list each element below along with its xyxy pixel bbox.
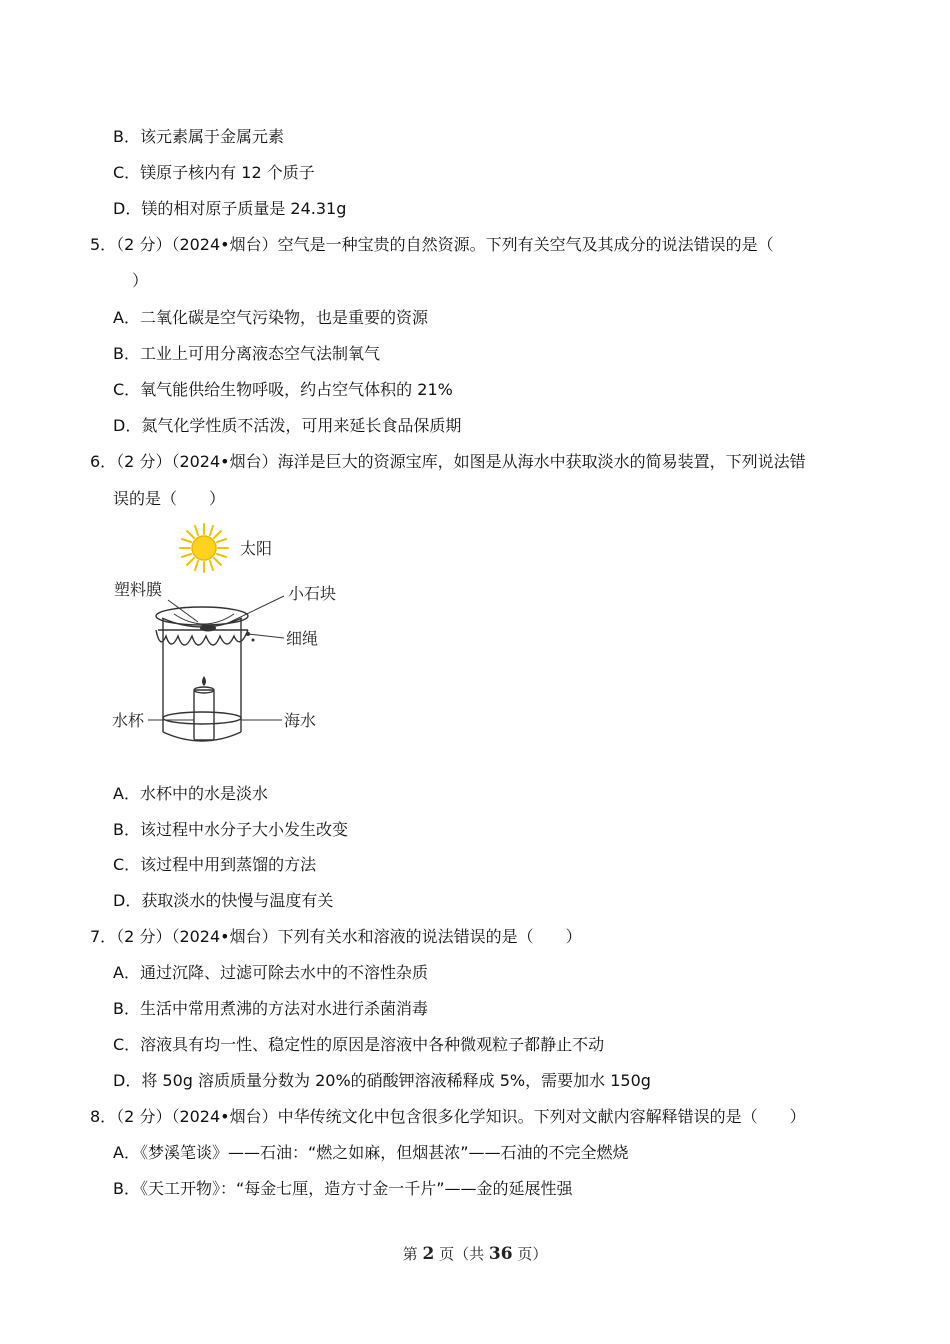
q6-option-a: A．水杯中的水是淡水: [113, 784, 268, 803]
q4-option-c: C．镁原子核内有 12 个质子: [113, 163, 315, 182]
desalination-figure: [108, 518, 348, 758]
q6-stem: 6．（2 分）（2024•烟台）海洋是巨大的资源宝库，如图是从海水中获取淡水的简易装置，下列说法错: [90, 452, 806, 471]
q6-option-c: C．该过程中用到蒸馏的方法: [113, 855, 317, 874]
q5-option-b: B．工业上可用分离液态空气法制氧气: [113, 344, 380, 363]
q8-stem: 8．（2 分）（2024•烟台）中华传统文化中包含很多化学知识。下列对文献内容解释错误的是（ ）: [90, 1107, 806, 1126]
footer-total-pages: 36: [488, 1244, 513, 1264]
footer-page-number: 2: [422, 1244, 435, 1264]
q5-stem-cont: ）: [132, 271, 149, 290]
q5-option-a: A．二氧化碳是空气污染物，也是重要的资源: [113, 308, 428, 327]
q6-option-b: B．该过程中水分子大小发生改变: [113, 820, 348, 839]
label-sun: 太阳: [240, 539, 273, 558]
q5-stem: 5．（2 分）（2024•烟台）空气是一种宝贵的自然资源。下列有关空气及其成分的说法错误的是（: [90, 235, 774, 254]
footer-prefix: 第: [402, 1245, 418, 1263]
q7-option-c: C．溶液具有均一性、稳定性的原因是溶液中各种微观粒子都静止不动: [113, 1035, 605, 1054]
q5-option-c: C．氧气能供给生物呼吸，约占空气体积的 21%: [113, 380, 453, 399]
q7-option-d: D．将 50g 溶质质量分数为 20%的硝酸钾溶液稀释成 5%，需要加水 150g: [113, 1071, 651, 1090]
q4-option-b: B．该元素属于金属元素: [113, 127, 284, 146]
label-seawater: 海水: [284, 711, 317, 730]
sun-icon: [180, 524, 228, 572]
page-footer: [0, 1243, 950, 1264]
q8-option-b: B．《天工开物》：“每金七厘，造方寸金一千片”——金的延展性强: [113, 1179, 573, 1198]
q4-option-d: D．镁的相对原子质量是 24.31g: [113, 199, 347, 218]
q6-option-d: D．获取淡水的快慢与温度有关: [113, 891, 334, 910]
q8-option-a: A．《梦溪笔谈》——石油：“燃之如麻，但烟甚浓”——石油的不完全燃烧: [113, 1143, 629, 1162]
footer-suffix: 页）: [517, 1245, 548, 1263]
footer-middle: 页（共: [439, 1245, 485, 1263]
label-cup: 水杯: [112, 711, 145, 730]
label-stone: 小石块: [288, 584, 337, 603]
q7-stem: 7．（2 分）（2024•烟台）下列有关水和溶液的说法错误的是（ ）: [90, 927, 582, 946]
q7-option-a: A．通过沉降、过滤可除去水中的不溶性杂质: [113, 963, 428, 982]
q6-stem-cont: 误的是（ ）: [113, 489, 226, 508]
q7-option-b: B．生活中常用煮沸的方法对水进行杀菌消毒: [113, 999, 428, 1018]
label-film: 塑料膜: [114, 580, 163, 599]
q5-option-d: D．氮气化学性质不活泼，可用来延长食品保质期: [113, 416, 462, 435]
label-rope: 细绳: [286, 629, 319, 648]
